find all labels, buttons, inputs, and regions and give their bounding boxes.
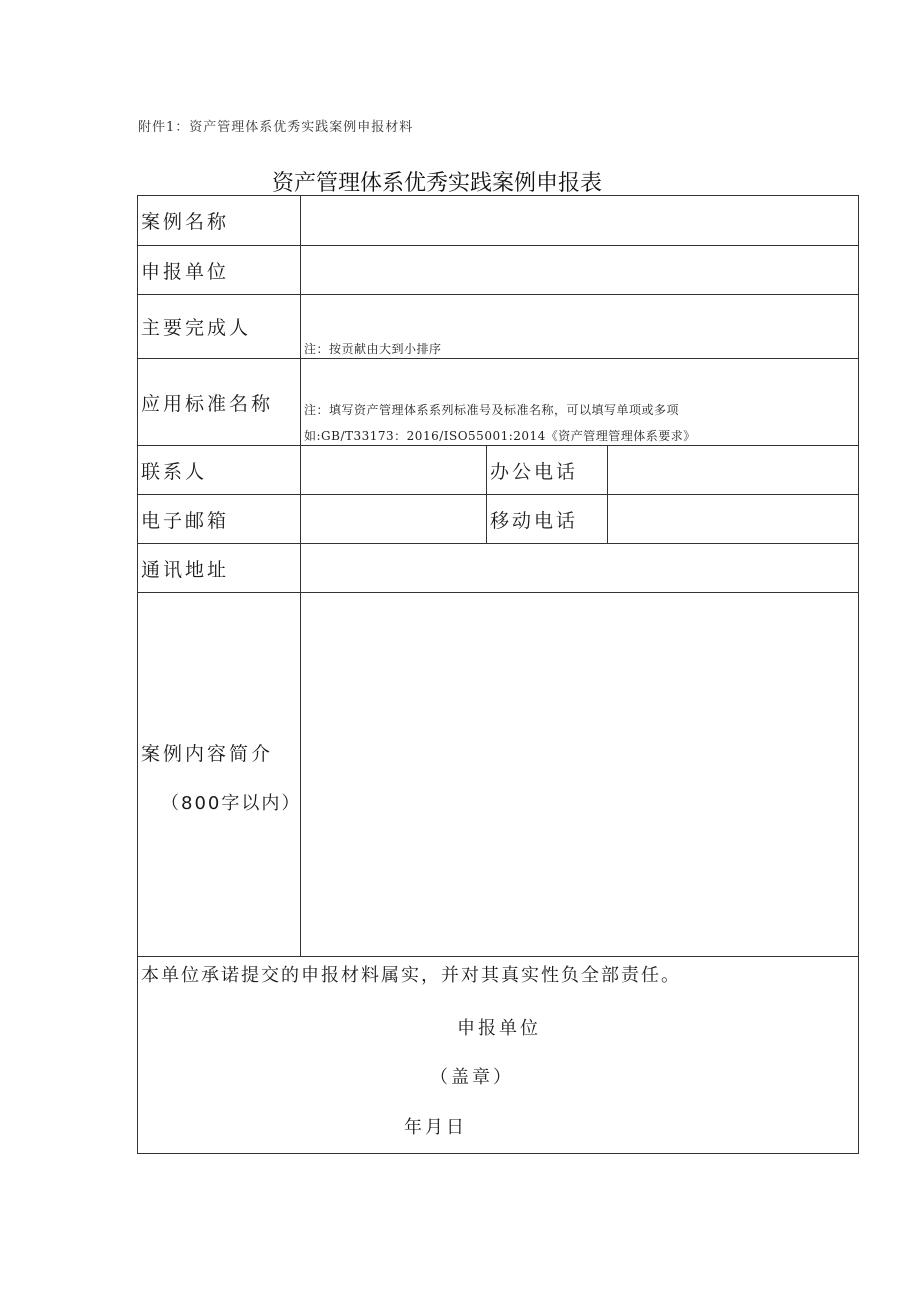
row-summary bbox=[138, 593, 859, 957]
standard-note-line1: 注：填写资产管理体系系列标准号及标准名称，可以填写单项或多项 bbox=[304, 403, 680, 417]
standard-name-label: 应用标准名称 bbox=[138, 359, 301, 446]
summary-label-cell bbox=[138, 593, 301, 957]
case-name-field[interactable] bbox=[301, 196, 859, 246]
summary-label: 案例内容简介 bbox=[141, 743, 274, 765]
declaration-date: 年月日 bbox=[404, 1117, 467, 1138]
summary-field[interactable] bbox=[301, 593, 859, 957]
office-phone-field[interactable] bbox=[608, 446, 859, 495]
address-label: 通讯地址 bbox=[138, 544, 301, 593]
declaration-sign-unit: 申报单位 bbox=[457, 1018, 541, 1039]
declaration-seal: （盖章） bbox=[430, 1067, 514, 1088]
row-contact bbox=[138, 446, 859, 495]
mobile-phone-label: 移动电话 bbox=[487, 495, 608, 544]
address-field[interactable] bbox=[301, 544, 859, 593]
row-case-name bbox=[138, 196, 859, 246]
form-title: 资产管理体系优秀实践案例申报表 bbox=[272, 171, 603, 196]
row-standard-name bbox=[138, 359, 859, 446]
contact-label: 联系人 bbox=[138, 446, 301, 495]
mobile-phone-field[interactable] bbox=[608, 495, 859, 544]
row-declaration bbox=[138, 957, 859, 1154]
standard-note-line2: 如:GB/T33173：2016/ISO55001:2014《资产管理管理体系要求》 bbox=[304, 429, 696, 443]
main-contributors-field[interactable] bbox=[301, 295, 859, 359]
office-phone-label: 办公电话 bbox=[487, 446, 608, 495]
row-main-contributors bbox=[138, 295, 859, 359]
main-contributors-note: 注：按贡献由大到小排序 bbox=[304, 342, 442, 356]
row-applicant-unit bbox=[138, 246, 859, 295]
main-contributors-label: 主要完成人 bbox=[138, 295, 301, 359]
application-form-table bbox=[137, 195, 859, 1154]
declaration-cell bbox=[138, 957, 859, 1154]
email-field[interactable] bbox=[301, 495, 487, 544]
applicant-unit-field[interactable] bbox=[301, 246, 859, 295]
row-email bbox=[138, 495, 859, 544]
declaration-pledge: 本单位承诺提交的申报材料属实，并对其真实性负全部责任。 bbox=[141, 965, 681, 986]
attachment-heading: 附件1：资产管理体系优秀实践案例申报材料 bbox=[138, 120, 414, 135]
applicant-unit-label: 申报单位 bbox=[138, 246, 301, 295]
row-address bbox=[138, 544, 859, 593]
standard-name-field[interactable] bbox=[301, 359, 859, 446]
contact-field[interactable] bbox=[301, 446, 487, 495]
summary-limit: （800字以内） bbox=[161, 793, 302, 814]
case-name-label: 案例名称 bbox=[138, 196, 301, 246]
email-label: 电子邮箱 bbox=[138, 495, 301, 544]
